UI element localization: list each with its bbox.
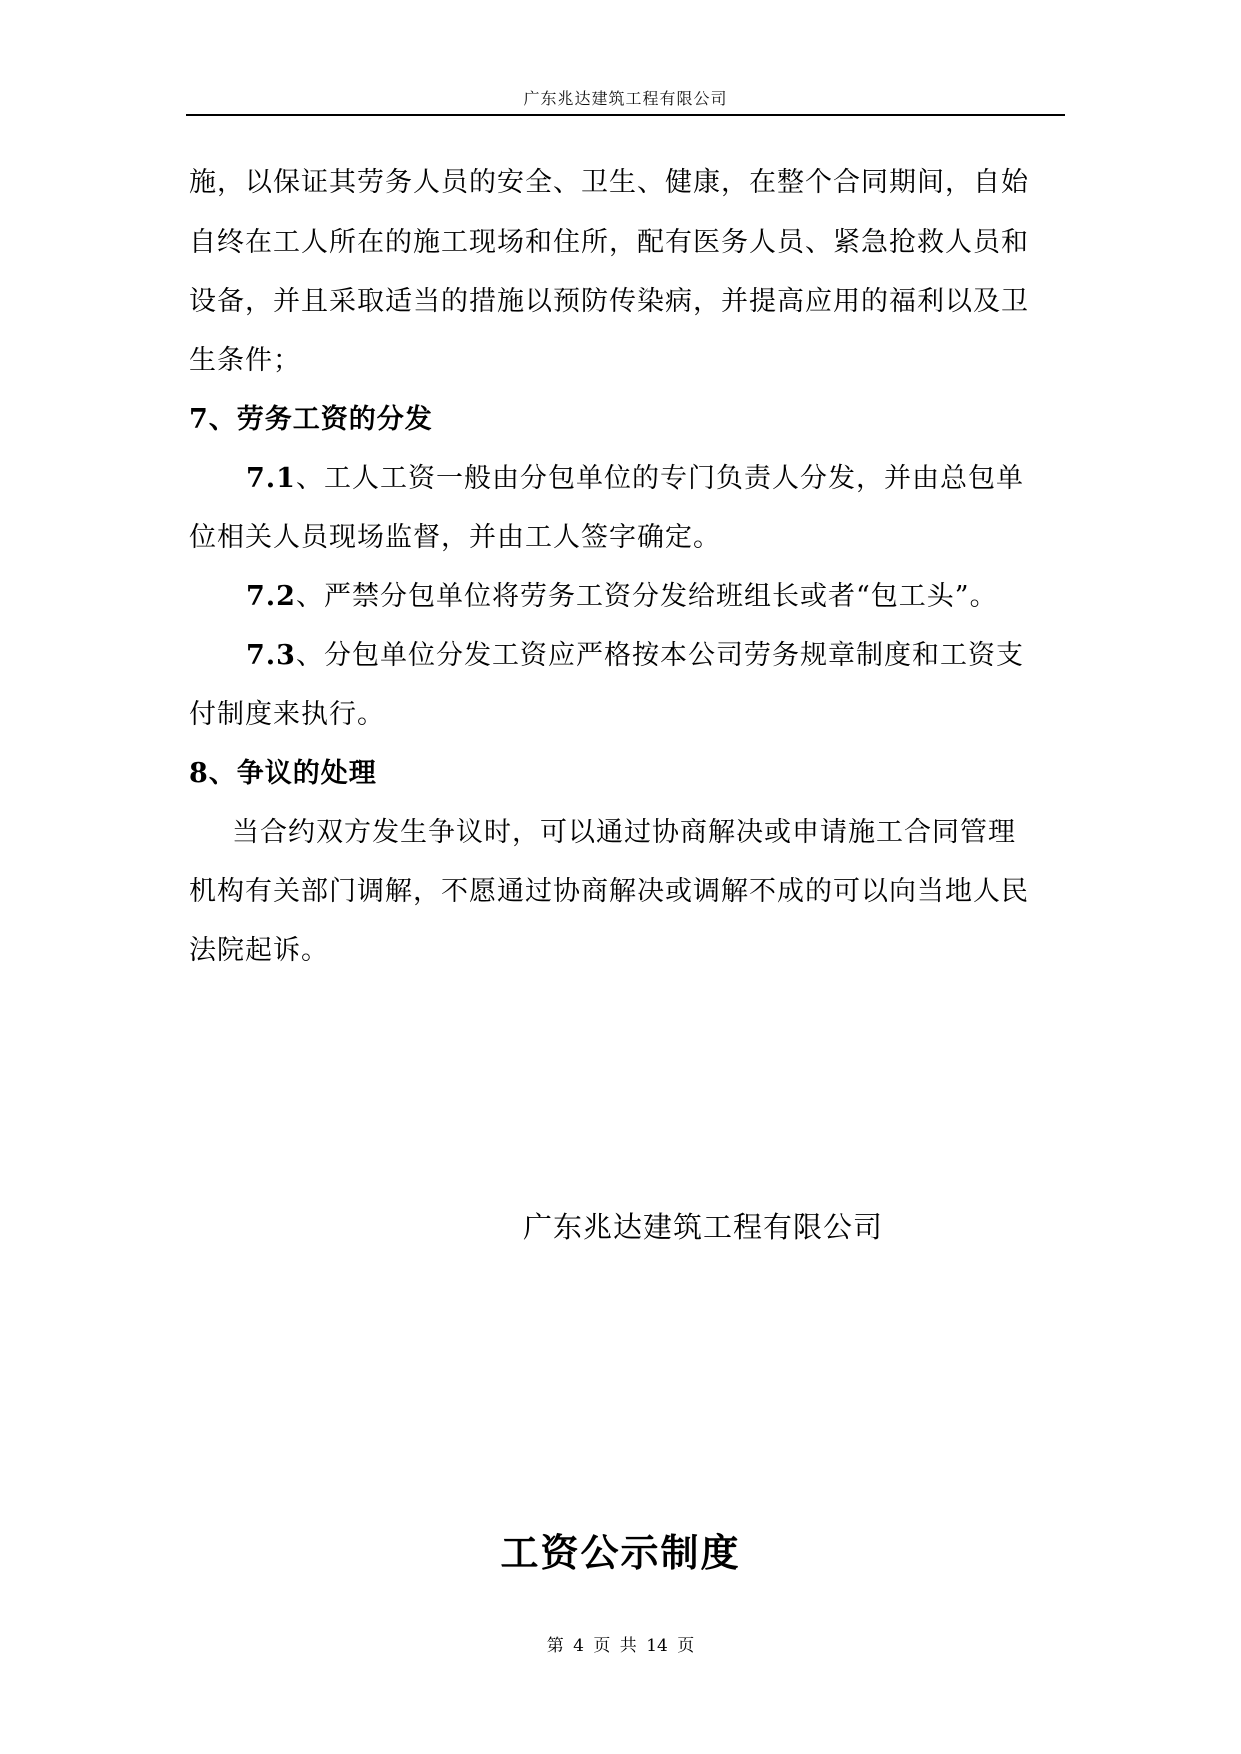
next-section-title: 工资公示制度 — [500, 1531, 741, 1575]
item-7-1 — [246, 461, 1118, 497]
item-7-1-text: 、工人工资一般由分包单位的专门负责人分发，并由总包单 — [295, 463, 1024, 494]
paragraph-line: 当合约双方发生争议时，可以通过协商解决或申请施工合同管理 — [232, 817, 1016, 848]
page-header: 广东兆达建筑工程有限公司 — [523, 89, 728, 108]
item-7-1-number: 7.1 — [246, 463, 296, 494]
paragraph-line: 自终在工人所在的施工现场和住所，配有医务人员、紧急抢救人员和 — [189, 227, 1029, 258]
item-7-3-continuation: 付制度来执行。 — [189, 699, 385, 730]
company-signature: 广东兆达建筑工程有限公司 — [523, 1210, 884, 1244]
item-7-3-number: 7.3 — [246, 640, 296, 671]
header-divider — [186, 114, 1065, 116]
item-7-2-number: 7.2 — [246, 581, 296, 612]
item-7-2-text: 、严禁分包单位将劳务工资分发给班组长或者“包工头”。 — [295, 581, 998, 612]
paragraph-line: 施，以保证其劳务人员的安全、卫生、健康，在整个合同期间，自始 — [189, 167, 1029, 198]
paragraph-line: 设备，并且采取适当的措施以预防传染病，并提高应用的福利以及卫 — [189, 286, 1029, 317]
section-7-heading: 7、劳务工资的分发 — [189, 404, 433, 435]
paragraph-line: 生条件； — [189, 345, 301, 376]
item-7-3-text: 、分包单位分发工资应严格按本公司劳务规章制度和工资支 — [295, 640, 1024, 671]
page-number-footer: 第 4 页 共 14 页 — [546, 1636, 695, 1656]
item-7-2 — [246, 579, 1118, 615]
paragraph-line: 法院起诉。 — [189, 935, 329, 966]
section-8-heading: 8、争议的处理 — [189, 758, 377, 789]
paragraph-line: 机构有关部门调解，不愿通过协商解决或调解不成的可以向当地人民 — [189, 876, 1029, 907]
item-7-1-continuation: 位相关人员现场监督，并由工人签字确定。 — [189, 522, 721, 553]
item-7-3 — [246, 638, 1118, 674]
